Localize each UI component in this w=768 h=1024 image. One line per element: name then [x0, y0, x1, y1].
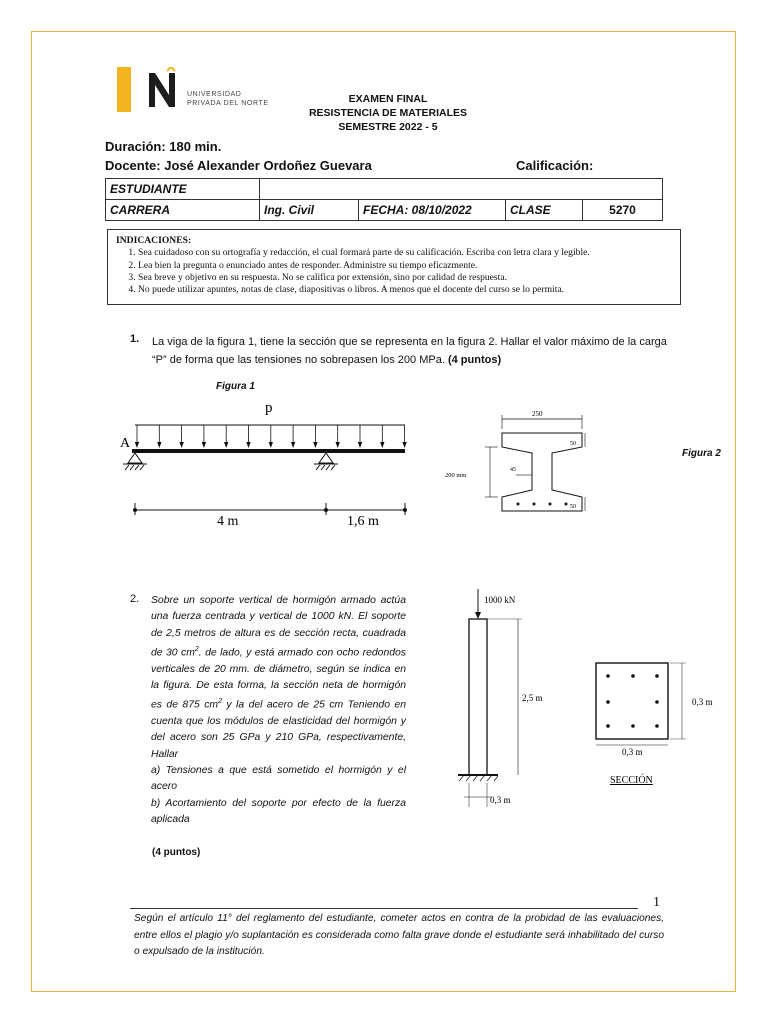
figure-column	[450, 585, 730, 815]
student-name-field[interactable]	[260, 179, 663, 200]
section-title: SECCIÓN	[610, 775, 653, 786]
page-number: 1	[653, 895, 660, 910]
university-name: UNIVERSIDAD PRIVADA DEL NORTE	[187, 91, 269, 107]
load-arrow-head	[179, 442, 183, 448]
web-dim: 45	[510, 467, 516, 473]
load-arrow-head	[135, 442, 139, 448]
indication-item: 3. Sea breve y objetivo en su respuesta. No se califica por extensión, sino por calidad de respuesta.	[138, 272, 672, 284]
indications-title: INDICACIONES:	[116, 235, 192, 246]
section-height: 200 mm	[445, 472, 467, 479]
exam-title: EXAMEN FINAL	[348, 93, 428, 105]
footer-note: Según el artículo 11° del reglamento del estudiante, cometer actos en contra de la probidad de las evaluaciones, entre ellos el plagio y/o suplantación es considerada como falta grave donde el estudiante será inhabilitado del curso o expulsado de la institución.	[134, 913, 664, 957]
load-arrows	[135, 425, 407, 448]
load-arrow-head	[380, 442, 384, 448]
logo-n-icon	[149, 67, 175, 107]
figure-1-label: Figura 1	[216, 381, 255, 392]
exam-header	[288, 92, 488, 134]
course-name: RESISTENCIA DE MATERIALES	[308, 107, 468, 119]
q1-text: La viga de la figura 1, tiene la sección que se representa en la figura 2. Hallar el valor máximo de la carga “P” de forma que las tensiones no sobrepasen los 200 MPa. (4 puntos)	[152, 336, 667, 366]
support-b	[314, 453, 338, 470]
flange-bottom-dim: 50	[570, 504, 576, 510]
load-arrow-head	[358, 442, 362, 448]
load-arrow-head	[157, 442, 161, 448]
load-arrow-head	[202, 442, 206, 448]
indication-item: 4. No puede utilizar apuntes, notas de clase, diapositivas o libros. A menos que el docente del curso se lo permita.	[138, 284, 672, 296]
q2-points: (4 puntos)	[152, 847, 201, 858]
indication-item: 2. Lea bien la pregunta o enunciado antes de responder. Administre su tiempo eficazmente.	[138, 260, 672, 272]
class-label: CLASE	[506, 200, 583, 221]
load-arrow-head	[246, 442, 250, 448]
indications-box	[107, 229, 681, 305]
span-2-label: 1,6 m	[347, 514, 379, 529]
q2-number: 2.	[130, 593, 140, 605]
figure-2-label: Figura 2	[682, 448, 721, 459]
rebar-dots	[606, 674, 659, 728]
section-side-label: 0,3 m	[692, 697, 713, 707]
q1-points: (4 puntos)	[447, 354, 502, 366]
q2-text: Sobre un soporte vertical de hormigón armado actúa una fuerza centrada y vertical de 1000 kN. El soporte de 2,5 metros de altura es de sección recta, cuadrada de 30 $cm^2$. de lado, y está armado con ocho redondos verticales de 20 mm. de diámetro, según se indica en la figura. De esta forma, la sección neta de hormigón es de 875 $cm^2$ y la del acero de 25 cm Teniendo en cuenta que los módulos de elasticidad del hormigón y del acero son 25 GPa y 210 GPa, respectivamente, Hallar a) Tensiones a que está sometido el hormigón y el acero b) Acortamiento del soporte por efecto de la fuerza aplicada	[151, 595, 406, 825]
duration: Duración: 180 min.	[105, 139, 222, 154]
career-label: CARRERA	[106, 200, 260, 221]
span-1-label: 4 m	[217, 514, 239, 529]
load-arrow-head	[224, 442, 228, 448]
section-bottom-label: 0,3 m	[622, 747, 643, 757]
teacher: Docente: José Alexander Ordoñez Guevara	[105, 158, 372, 173]
flange-top-dim: 50	[570, 441, 576, 447]
section-width: 250	[532, 410, 543, 418]
load-label: p	[265, 400, 273, 416]
student-label: ESTUDIANTE	[106, 179, 260, 200]
student-table	[105, 178, 663, 221]
support-a	[123, 453, 147, 470]
beam	[132, 449, 405, 453]
career-value: Ing. Civil	[260, 200, 359, 221]
support-a-label: A	[120, 436, 131, 451]
semester: SEMESTRE 2022 - 5	[338, 121, 438, 133]
q1-number: 1.	[130, 333, 140, 345]
column-base-label: 0,3 m	[490, 795, 511, 805]
footer-divider	[130, 908, 638, 909]
load-arrow-head	[336, 442, 340, 448]
force-label: 1000 kN	[484, 595, 516, 605]
class-value: 5270	[583, 200, 663, 221]
column	[469, 619, 487, 775]
grade-label: Calificación:	[516, 158, 594, 173]
load-arrow-head	[269, 442, 273, 448]
indication-item: 1. Sea cuidadoso con su ortografía y redacción, el cual formará parte de su calificación. Escriba con letra clara y legible.	[138, 247, 672, 259]
load-arrow-head	[313, 442, 317, 448]
load-arrow-head	[402, 442, 406, 448]
figure-2-section	[440, 405, 600, 520]
exam-date: FECHA: 08/10/2022	[359, 200, 506, 221]
column-height-label: 2,5 m	[522, 693, 543, 703]
logo-bar	[117, 67, 131, 112]
figure-1-beam	[115, 395, 415, 530]
load-arrow-head	[291, 442, 295, 448]
